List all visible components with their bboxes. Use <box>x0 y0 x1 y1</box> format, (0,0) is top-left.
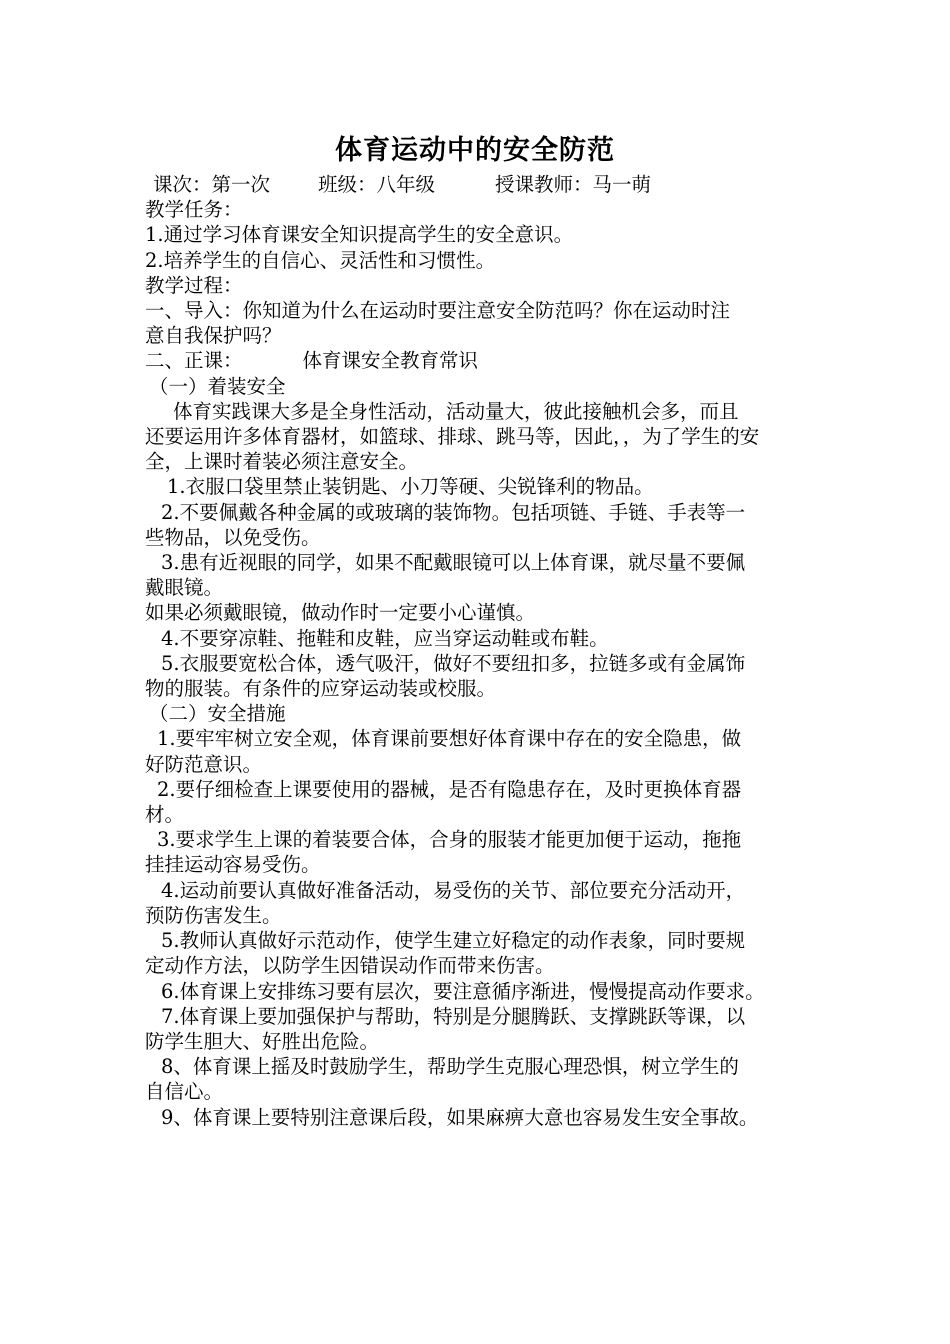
list-item-cont: 戴眼镜。 <box>145 576 224 600</box>
list-item-cont: 防学生胆大、好胜出危险。 <box>145 1029 380 1053</box>
list-item: 3.患有近视眼的同学，如果不配戴眼镜可以上体育课，就尽量不要佩 <box>161 551 746 575</box>
list-item: 1.衣服口袋里禁止装钥匙、小刀等硬、尖锐锋利的物品。 <box>167 475 654 499</box>
list-item-cont: 自信心。 <box>145 1080 224 1104</box>
list-item: 3.要求学生上课的着装要合体，合身的服装才能更加便于运动，拖拖 <box>157 828 742 852</box>
lesson-number: 课次：第一次 <box>153 173 271 196</box>
intro-line: 一、导入：你知道为什么在运动时要注意安全防范吗？你在运动时注 <box>145 299 731 323</box>
list-item: 8、体育课上摇及时鼓励学生，帮助学生克服心理恐惧，树立学生的 <box>161 1055 739 1079</box>
list-item: 4.不要穿凉鞋、拖鞋和皮鞋，应当穿运动鞋或布鞋。 <box>161 626 609 650</box>
list-item-cont: 物的服装。有条件的应穿运动装或校服。 <box>145 677 497 701</box>
intro-line: 意自我保护吗？ <box>145 324 282 348</box>
list-item: 4.运动前要认真做好准备活动，易受伤的关节、部位要充分活动开， <box>161 878 746 902</box>
paragraph-line: 还要运用许多体育器材，如篮球、排球、跳马等，因此，，为了学生的安 <box>145 425 760 449</box>
tasks-heading: 教学任务： <box>145 198 243 222</box>
list-item-cont: 如果必须戴眼镜，做动作时一定要小心谨慎。 <box>145 601 536 625</box>
list-item-cont: 预防伤害发生。 <box>145 903 282 927</box>
list-item: 6.体育课上安排练习要有层次，要注意循序渐进，慢慢提高动作要求。 <box>161 979 765 1003</box>
task-item: 2.培养学生的自信心、灵活性和习惯性。 <box>145 248 496 272</box>
process-heading: 教学过程： <box>145 273 243 297</box>
section-heading: （一）着装安全 <box>149 374 286 398</box>
paragraph-line: 体育实践课大多是全身性活动，活动量大，彼此接触机会多，而且 <box>173 399 739 423</box>
list-item-cont: 材。 <box>145 803 185 827</box>
lesson-label: 二、正课： <box>145 349 243 373</box>
teacher-name: 授课教师：马一萌 <box>495 173 652 196</box>
list-item-cont: 好防范意识。 <box>145 752 263 776</box>
list-item-cont: 些物品，以免受伤。 <box>145 525 321 549</box>
list-item: 9、体育课上要特别注意课后段，如果麻痹大意也容易发生安全事故。 <box>161 1105 759 1129</box>
list-item: 5.教师认真做好示范动作，使学生建立好稳定的动作表象，同时要规 <box>161 929 746 953</box>
list-item: 1.要牢牢树立安全观，体育课前要想好体育课中存在的安全隐患，做 <box>157 727 742 751</box>
list-item-cont: 挂挂运动容易受伤。 <box>145 853 321 877</box>
task-item: 1.通过学习体育课安全知识提高学生的安全意识。 <box>145 223 574 247</box>
lesson-topic: 体育课安全教育常识 <box>302 349 479 373</box>
list-item: 7.体育课上要加强保护与帮助，特别是分腿腾跃、支撑跳跃等课，以 <box>161 1004 746 1028</box>
list-item: 5.衣服要宽松合体，透气吸汗，做好不要纽扣多，拉链多或有金属饰 <box>161 651 746 675</box>
paragraph-line: 全，上课时着装必须注意安全。 <box>145 450 419 474</box>
list-item-cont: 定动作方法，以防学生因错误动作而带来伤害。 <box>145 954 555 978</box>
list-item: 2.不要佩戴各种金属的或玻璃的装饰物。包括项链、手链、手表等一 <box>161 500 746 524</box>
lesson-line <box>145 348 825 373</box>
document-body <box>145 172 825 1130</box>
document-title: 体育运动中的安全防范 <box>335 135 615 166</box>
class-grade: 班级：八年级 <box>318 173 436 196</box>
section-heading: （二）安全措施 <box>149 702 286 726</box>
lesson-meta-line <box>145 172 825 197</box>
list-item: 2.要仔细检查上课要使用的器械，是否有隐患存在，及时更换体育器 <box>157 777 742 801</box>
